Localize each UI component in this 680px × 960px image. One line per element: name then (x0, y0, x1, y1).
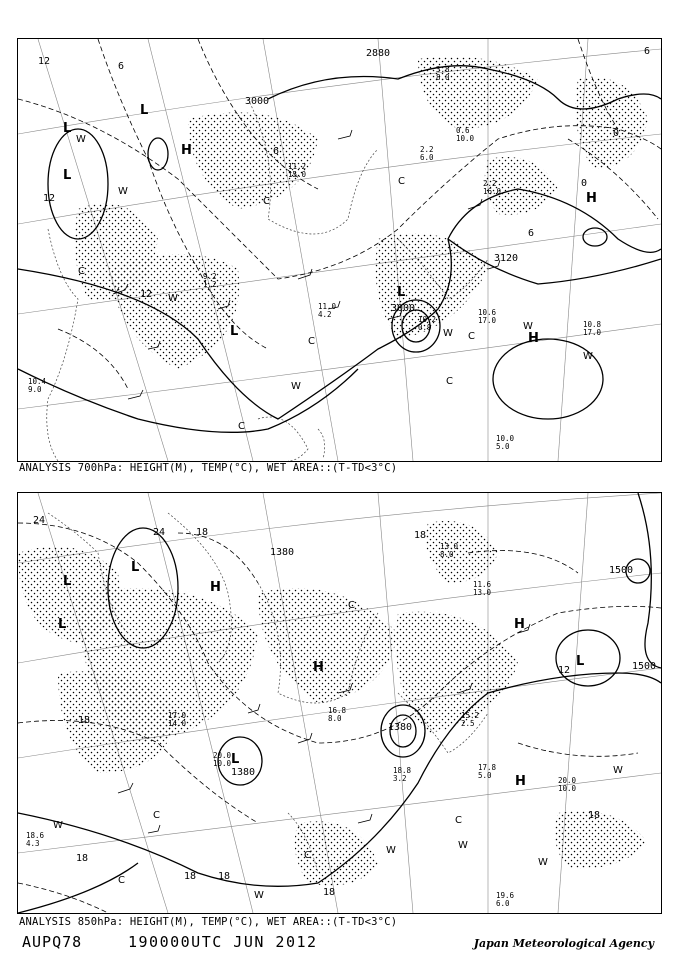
station-value: 2.5 (461, 719, 475, 728)
agency-name: Japan Meteorological Agency (473, 937, 654, 950)
temp-label: 18 (218, 871, 231, 882)
station-value: 20.0 (558, 776, 577, 785)
temp-label: 0 (581, 178, 588, 189)
temp-label: 6 (528, 228, 535, 239)
station-value: 17.0 (478, 316, 497, 325)
chart-code: AUPQ78 (22, 933, 83, 951)
station-value: 5.0 (478, 771, 492, 780)
station-value: 9.0 (28, 385, 42, 394)
station-value: 5.0 (496, 442, 510, 451)
wet-area (18, 521, 648, 886)
warm-marker: W (443, 328, 453, 339)
temp-label: 12 (38, 56, 51, 67)
station-value: 8.0 (440, 550, 454, 559)
cold-marker: C (455, 815, 462, 826)
low-center: L (58, 617, 67, 632)
station-value: 11.6 (473, 580, 492, 589)
caption-700hpa: ANALYSIS 700hPa: HEIGHT(M), TEMP(°C), WET AREA::(T-TD<3°C) (19, 462, 398, 474)
station-value: 2.2 (420, 145, 434, 154)
temp-label: 6 (273, 146, 280, 157)
cold-marker: C (348, 600, 355, 611)
temp-label: 6 (118, 61, 125, 72)
warm-marker: W (118, 186, 128, 197)
cold-marker: C (238, 421, 245, 432)
high-center: H (313, 660, 324, 675)
warm-marker: W (583, 351, 593, 362)
station-value: 9.2 (203, 272, 217, 281)
temp-label: 24 (153, 527, 166, 538)
station-value: 20.0 (213, 751, 232, 760)
map-700hpa (17, 38, 662, 462)
temp-label: 18 (588, 810, 601, 821)
station-value: 3.8 (436, 65, 450, 74)
low-center: L (63, 574, 72, 589)
station-value: 3.2 (393, 774, 407, 783)
height-label: 2880 (366, 48, 391, 59)
temp-label: 6 (644, 46, 651, 57)
station-value: 18.8 (393, 766, 412, 775)
cold-marker: C (398, 176, 405, 187)
cold-marker: C (468, 331, 475, 342)
cold-marker: C (78, 266, 85, 277)
low-center: L (576, 654, 585, 669)
cold-marker: C (304, 850, 311, 861)
station-value: 11.2 (288, 162, 307, 171)
warm-marker: W (538, 857, 548, 868)
station-value: 2.2 (483, 179, 497, 188)
station-value: 10.0 (558, 784, 577, 793)
station-value: 1.2 (203, 280, 217, 289)
height-label: 3000 (245, 96, 270, 107)
station-value: 10.8 (583, 320, 602, 329)
station-value: 0.6 (456, 126, 470, 135)
low-center: L (63, 121, 72, 136)
low-center: L (140, 103, 149, 118)
station-value: 10.4 (28, 377, 47, 386)
high-center: H (210, 580, 221, 595)
cold-marker: C (118, 875, 125, 886)
station-value: 16.0 (483, 187, 502, 196)
caption-850hpa: ANALYSIS 850hPa: HEIGHT(M), TEMP(°C), WET AREA::(T-TD<3°C) (19, 916, 398, 928)
warm-marker: W (76, 134, 86, 145)
station-value: 10.2 (418, 315, 437, 324)
temp-label: 12 (43, 193, 56, 204)
low-center: L (231, 752, 240, 767)
station-value: 13.0 (440, 542, 459, 551)
station-value: 15.2 (461, 711, 480, 720)
warm-marker: W (458, 840, 468, 851)
low-center: L (230, 324, 239, 339)
station-value: 17.8 (478, 763, 497, 772)
station-value: 10.0 (496, 434, 515, 443)
station-value: 11.0 (318, 302, 337, 311)
map-850hpa (17, 492, 662, 914)
height-label: 1500 (632, 661, 657, 672)
station-value: 10.0 (213, 759, 232, 768)
station-value: 8.0 (436, 73, 450, 82)
station-value: 6.0 (496, 899, 510, 908)
low-center: L (63, 168, 72, 183)
station-value: 8.0 (328, 714, 342, 723)
station-value: 13.0 (473, 588, 492, 597)
low-center: L (397, 285, 406, 300)
height-label: 3000 (391, 303, 416, 314)
warm-marker: W (53, 820, 63, 831)
temp-label: 18 (414, 530, 427, 541)
warm-marker: W (523, 321, 533, 332)
station-value: 18.6 (26, 831, 45, 840)
station-value: 10.6 (478, 308, 497, 317)
warm-marker: W (613, 765, 623, 776)
height-label: 1380 (270, 547, 295, 558)
station-value: 16.8 (328, 706, 347, 715)
temp-label: 18 (323, 887, 336, 898)
temp-label: 12 (140, 289, 153, 300)
station-value: 4.2 (318, 310, 332, 319)
temp-label: 18 (78, 715, 91, 726)
station-value: 19.6 (496, 891, 515, 900)
height-label: 1500 (609, 565, 634, 576)
warm-marker: W (386, 845, 396, 856)
high-center: H (528, 331, 539, 346)
cold-marker: C (263, 196, 270, 207)
station-value: 17.0 (168, 711, 187, 720)
temp-label: 18 (184, 871, 197, 882)
cold-marker: C (446, 376, 453, 387)
warm-marker: W (291, 381, 301, 392)
cold-marker: C (153, 810, 160, 821)
station-value: 6.0 (420, 153, 434, 162)
station-value: 0.9 (418, 323, 432, 332)
temp-label: 0 (613, 128, 620, 139)
height-label: 1380 (388, 722, 413, 733)
station-value: 10.0 (456, 134, 475, 143)
temp-label: 24 (33, 515, 46, 526)
high-center: H (586, 191, 597, 206)
high-center: H (514, 617, 525, 632)
station-value: 14.0 (168, 719, 187, 728)
high-center: H (181, 143, 192, 158)
station-value: 15.0 (288, 170, 307, 179)
valid-time: 190000UTC JUN 2012 (128, 933, 318, 951)
warm-marker: W (168, 293, 178, 304)
temp-label: 12 (558, 665, 571, 676)
map-850hpa-drawing (18, 493, 661, 913)
cold-marker: C (308, 336, 315, 347)
map-700hpa-drawing (18, 39, 661, 461)
wet-area (75, 57, 648, 370)
station-value: 17.0 (583, 328, 602, 337)
high-center: H (515, 774, 526, 789)
height-label: 3120 (494, 253, 519, 264)
temp-label: 18 (196, 527, 209, 538)
warm-marker: W (254, 890, 264, 901)
temp-label: 18 (76, 853, 89, 864)
low-center: L (131, 560, 140, 575)
station-value: 4.3 (26, 839, 40, 848)
height-label: 1380 (231, 767, 256, 778)
